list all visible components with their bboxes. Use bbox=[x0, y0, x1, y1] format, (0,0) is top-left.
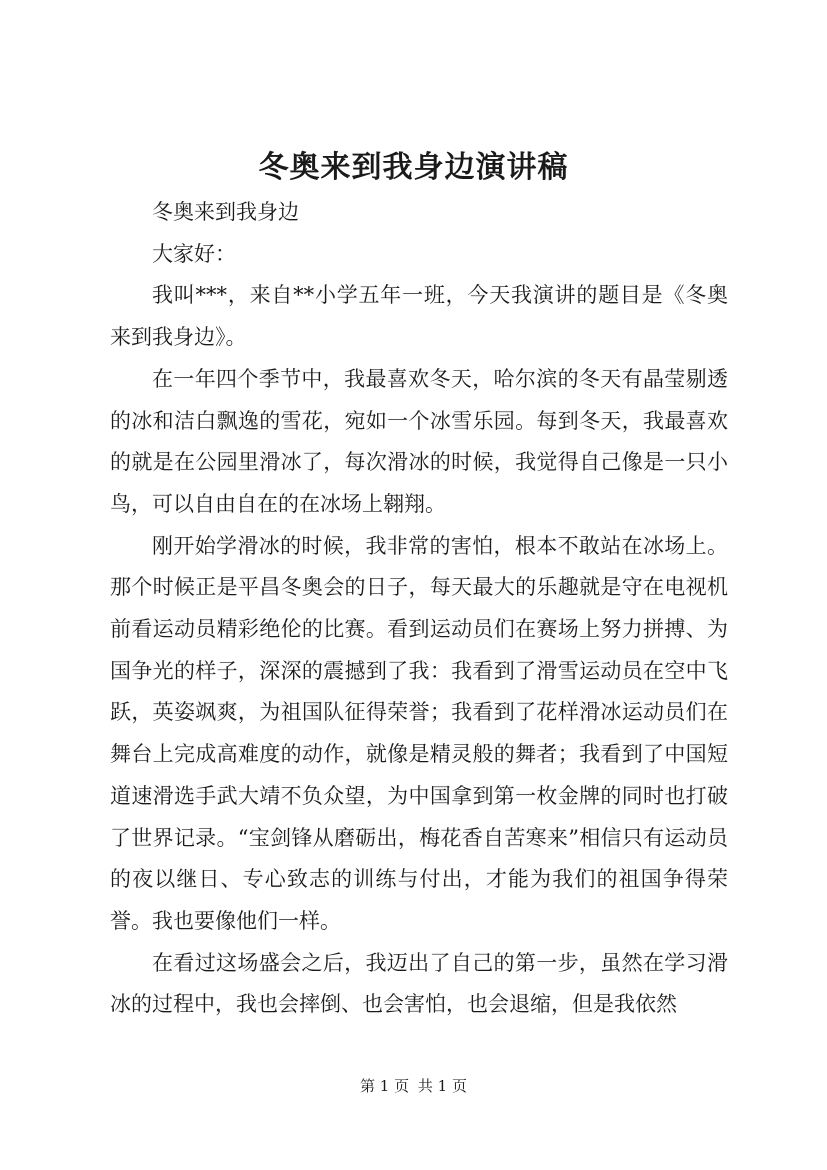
paragraph-first-step: 在看过这场盛会之后，我迈出了自己的第一步，虽然在学习滑冰的过程中，我也会摔倒、也会害怕，也会退缩，但是我依然 bbox=[110, 950, 728, 1017]
paragraph-heading: 冬奥来到我身边 bbox=[152, 200, 299, 224]
page-footer bbox=[0, 1076, 827, 1096]
page-total: 共 1 页 bbox=[417, 1077, 467, 1095]
paragraph-winter: 在一年四个季节中，我最喜欢冬天，哈尔滨的冬天有晶莹剔透的冰和洁白飘逸的雪花，宛如一个冰雪乐园。每到冬天，我最喜欢的就是在公园里滑冰了，每次滑冰的时候，我觉得自己像是一只小鸟，可以自由自在的在冰场上翱翔。 bbox=[110, 366, 728, 516]
paragraph-olympics: 刚开始学滑冰的时候，我非常的害怕，根本不敢站在冰场上。那个时候正是平昌冬奥会的日子，每天最大的乐趣就是守在电视机前看运动员精彩绝伦的比赛。看到运动员们在赛场上努力拼搏、为国争光的样子，深深的震撼到了我：我看到了滑雪运动员在空中飞跃，英姿飒爽，为祖国队征得荣誉；我看到了花样滑冰运动员们在舞台上完成高难度的动作，就像是精灵般的舞者；我看到了中国短道速滑选手武大靖不负众望，为中国拿到第一枚金牌的同时也打破了世界记录。“宝剑锋从磨砺出，梅花香自苦寒来”相信只有运动员的夜以继日、专心致志的训练与付出，才能为我们的祖国争得荣誉。我也要像他们一样。 bbox=[110, 533, 728, 933]
document-title: 冬奥来到我身边演讲稿 bbox=[258, 150, 569, 185]
page-number: 第 1 页 bbox=[360, 1077, 410, 1095]
document-body bbox=[110, 192, 728, 1026]
paragraph-intro: 我叫***，来自**小学五年一班，今天我演讲的题目是《冬奥来到我身边》。 bbox=[110, 283, 728, 350]
paragraph-greeting: 大家好： bbox=[152, 241, 236, 266]
